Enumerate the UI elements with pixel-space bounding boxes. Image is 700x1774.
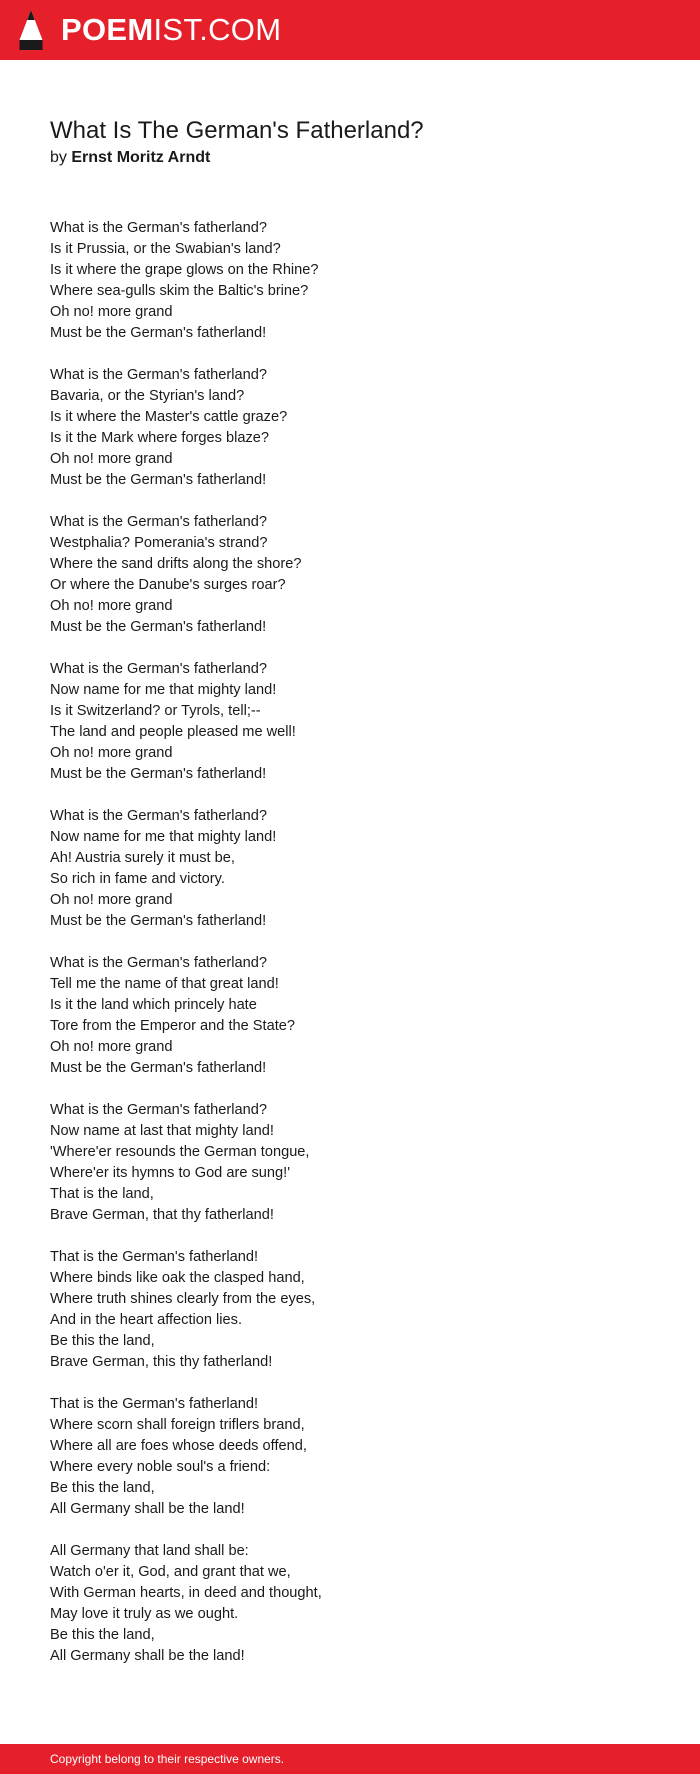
poem-line: Be this the land, xyxy=(50,1627,155,1643)
poem-line: Oh no! more grand xyxy=(50,451,173,467)
poem-line: Oh no! more grand xyxy=(50,892,173,908)
poem-line: Must be the German's fatherland! xyxy=(50,472,267,488)
poem-line: Tell me the name of that great land! xyxy=(50,976,279,992)
poem-stanza xyxy=(50,806,670,932)
poem-stanza xyxy=(50,512,670,638)
poem-line: Oh no! more grand xyxy=(50,1039,173,1055)
poem-line: Where all are foes whose deeds offend, xyxy=(50,1438,307,1454)
poem-line: Is it the Mark where forges blaze? xyxy=(50,430,270,446)
logo-text-bold: POEM xyxy=(61,12,154,47)
poem-line: All Germany shall be the land! xyxy=(50,1648,245,1664)
poem-line: That is the German's fatherland! xyxy=(50,1249,259,1265)
poem-line: Where scorn shall foreign triflers brand, xyxy=(50,1417,305,1433)
poem-line: Be this the land, xyxy=(50,1333,155,1349)
poem-line: Is it where the Master's cattle graze? xyxy=(50,409,288,425)
poem-title: What Is The German's Fatherland? xyxy=(50,117,424,144)
poem-line: Is it Prussia, or the Swabian's land? xyxy=(50,241,281,257)
poem-line: Must be the German's fatherland! xyxy=(50,325,267,341)
poem-line: That is the German's fatherland! xyxy=(50,1396,259,1412)
site-footer xyxy=(0,1744,700,1774)
poem-line: Where sea-gulls skim the Baltic's brine? xyxy=(50,283,309,299)
poem-stanza xyxy=(50,1541,670,1667)
poem-line: Where truth shines clearly from the eyes, xyxy=(50,1291,316,1307)
poem-line: Brave German, that thy fatherland! xyxy=(50,1207,274,1223)
copyright-text: Copyright belong to their respective owners. xyxy=(50,1752,285,1766)
poem-line: What is the German's fatherland? xyxy=(50,955,267,971)
poem-line: Now name for me that mighty land! xyxy=(50,682,277,698)
site-header xyxy=(0,0,700,60)
poem-line: Must be the German's fatherland! xyxy=(50,913,267,929)
poem-line: What is the German's fatherland? xyxy=(50,808,267,824)
poem-stanza xyxy=(50,1394,670,1520)
poem-line: Now name at last that mighty land! xyxy=(50,1123,274,1139)
pencil-logo-icon[interactable] xyxy=(18,9,44,51)
poem-line: Is it where the grape glows on the Rhine? xyxy=(50,262,319,278)
poem-line: Must be the German's fatherland! xyxy=(50,619,267,635)
poem-body xyxy=(50,218,670,1688)
poem-line: What is the German's fatherland? xyxy=(50,661,267,677)
poem-line: Be this the land, xyxy=(50,1480,155,1496)
logo-text-light: IST.COM xyxy=(153,12,282,47)
poem-line: And in the heart affection lies. xyxy=(50,1312,243,1328)
poem-stanza xyxy=(50,365,670,491)
poem-line: Bavaria, or the Styrian's land? xyxy=(50,388,245,404)
poem-line: 'Where'er resounds the German tongue, xyxy=(50,1144,310,1160)
poem-line: Must be the German's fatherland! xyxy=(50,766,267,782)
poem-line: Brave German, this thy fatherland! xyxy=(50,1354,273,1370)
poem-line: Where binds like oak the clasped hand, xyxy=(50,1270,305,1286)
poem-line: All Germany shall be the land! xyxy=(50,1501,245,1517)
poem-line: Must be the German's fatherland! xyxy=(50,1060,267,1076)
poem-line: Where the sand drifts along the shore? xyxy=(50,556,302,572)
poem-byline xyxy=(50,147,210,169)
poem-stanza xyxy=(50,953,670,1079)
poem-line: What is the German's fatherland? xyxy=(50,1102,267,1118)
poem-stanza xyxy=(50,1100,670,1226)
poem-line: That is the land, xyxy=(50,1186,154,1202)
poem-line: What is the German's fatherland? xyxy=(50,514,267,530)
poem-line: Oh no! more grand xyxy=(50,745,173,761)
poem-line: What is the German's fatherland? xyxy=(50,220,267,236)
poem-line: Where every noble soul's a friend: xyxy=(50,1459,271,1475)
poem-stanza xyxy=(50,659,670,785)
poem-line: Where'er its hymns to God are sung!' xyxy=(50,1165,290,1181)
poem-line: With German hearts, in deed and thought, xyxy=(50,1585,322,1601)
poem-stanza xyxy=(50,218,670,344)
poem-line: Now name for me that mighty land! xyxy=(50,829,277,845)
poem-line: May love it truly as we ought. xyxy=(50,1606,239,1622)
by-label: by xyxy=(50,149,67,166)
poem-line: What is the German's fatherland? xyxy=(50,367,267,383)
site-logo[interactable] xyxy=(61,11,281,49)
poem-line: All Germany that land shall be: xyxy=(50,1543,249,1559)
poem-line: Watch o'er it, God, and grant that we, xyxy=(50,1564,291,1580)
poem-line: So rich in fame and victory. xyxy=(50,871,225,887)
poem-line: Or where the Danube's surges roar? xyxy=(50,577,286,593)
poem-line: Tore from the Emperor and the State? xyxy=(50,1018,295,1034)
poem-line: The land and people pleased me well! xyxy=(50,724,296,740)
poem-line: Is it Switzerland? or Tyrols, tell;-- xyxy=(50,703,261,719)
poem-line: Oh no! more grand xyxy=(50,598,173,614)
poem-line: Ah! Austria surely it must be, xyxy=(50,850,235,866)
poem-line: Is it the land which princely hate xyxy=(50,997,257,1013)
poem-author: Ernst Moritz Arndt xyxy=(71,149,211,166)
poem-stanza xyxy=(50,1247,670,1373)
poem-line: Oh no! more grand xyxy=(50,304,173,320)
poem-line: Westphalia? Pomerania's strand? xyxy=(50,535,268,551)
